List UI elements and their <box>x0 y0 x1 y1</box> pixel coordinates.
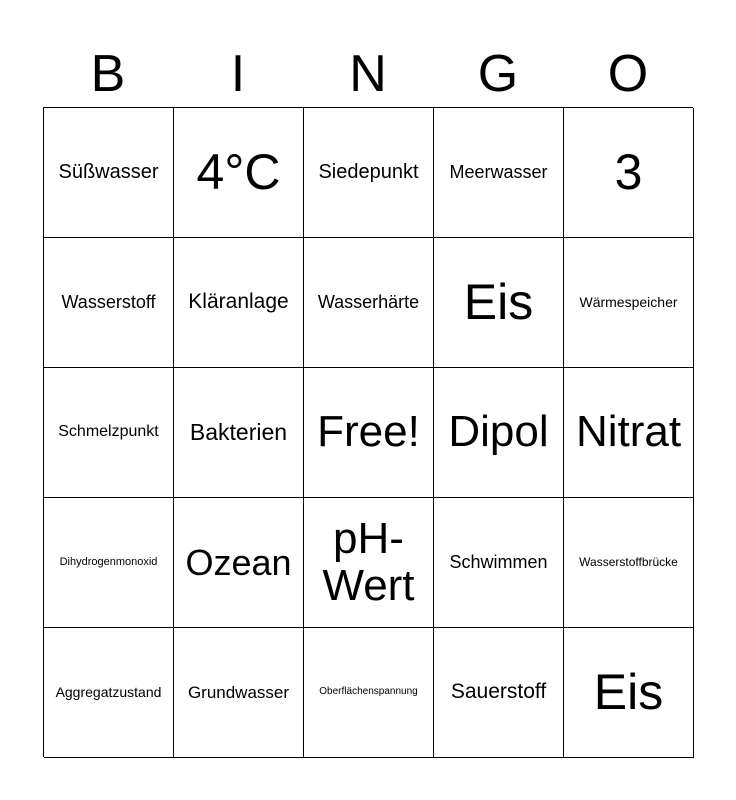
header-letter-o: O <box>607 45 649 103</box>
bingo-cell[interactable]: Grundwasser <box>174 628 304 758</box>
header-letter-g: G <box>477 45 519 103</box>
bingo-cell[interactable]: Siedepunkt <box>304 108 434 238</box>
bingo-header <box>43 40 693 108</box>
header-letter-b: B <box>90 45 126 103</box>
bingo-cell[interactable]: 4°C <box>174 108 304 238</box>
bingo-cell[interactable]: Schwimmen <box>434 498 564 628</box>
bingo-cell[interactable]: Meerwasser <box>434 108 564 238</box>
bingo-cell[interactable]: Ozean <box>174 498 304 628</box>
bingo-cell[interactable]: Oberflächenspannung <box>304 628 434 758</box>
bingo-cell[interactable]: 3 <box>564 108 694 238</box>
header-letter-i: I <box>230 45 246 103</box>
bingo-cell[interactable]: Dipol <box>434 368 564 498</box>
bingo-cell[interactable]: Wasserhärte <box>304 238 434 368</box>
bingo-board <box>43 107 693 757</box>
bingo-cell[interactable]: Bakterien <box>174 368 304 498</box>
bingo-cell[interactable]: pH-Wert <box>304 498 434 628</box>
bingo-cell[interactable]: Eis <box>564 628 694 758</box>
bingo-cell[interactable]: Eis <box>434 238 564 368</box>
bingo-cell[interactable]: Süßwasser <box>44 108 174 238</box>
bingo-cell[interactable]: Wärmespeicher <box>564 238 694 368</box>
bingo-cell[interactable]: Kläranlage <box>174 238 304 368</box>
bingo-cell[interactable]: Schmelzpunkt <box>44 368 174 498</box>
bingo-cell[interactable]: Nitrat <box>564 368 694 498</box>
bingo-cell[interactable]: Sauerstoff <box>434 628 564 758</box>
header-letter-n: N <box>349 45 387 103</box>
bingo-cell[interactable]: Wasserstoff <box>44 238 174 368</box>
bingo-cell[interactable]: Wasserstoffbrücke <box>564 498 694 628</box>
free-space-cell[interactable]: Free! <box>304 368 434 498</box>
bingo-cell[interactable]: Dihydrogenmonoxid <box>44 498 174 628</box>
bingo-cell[interactable]: Aggregatzustand <box>44 628 174 758</box>
